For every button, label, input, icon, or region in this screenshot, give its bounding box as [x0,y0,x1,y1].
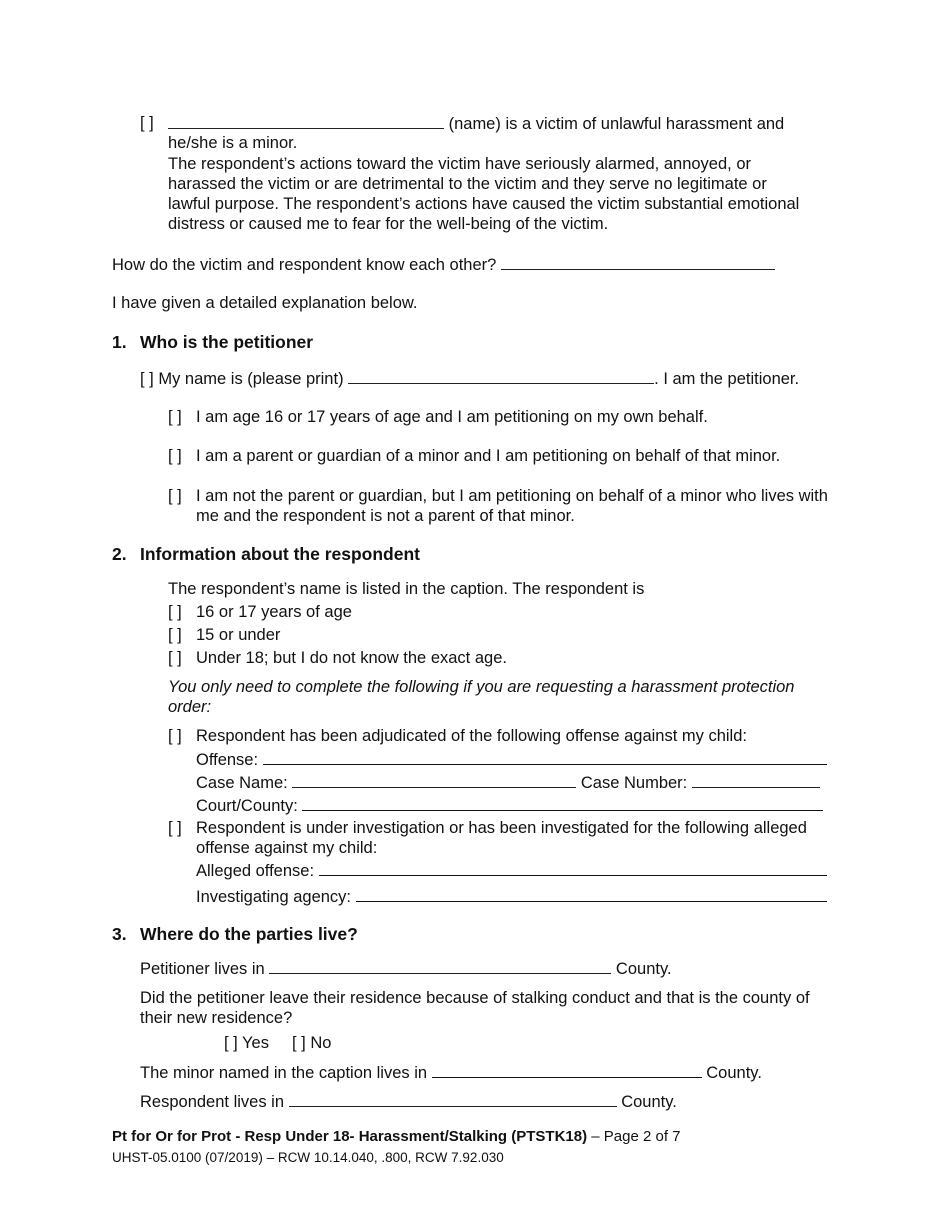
section-1-title: Who is the petitioner [140,332,314,352]
minor-victim-para-3: lawful purpose. The respondent’s actions have caused the victim substantial emotional [168,195,800,213]
section-1-heading [112,332,313,352]
adjudicated-checkbox[interactable]: [ ] [168,727,182,745]
instruction-line2: order: [168,698,212,716]
relationship-line [112,254,775,275]
option-1-checkbox[interactable]: [ ] [168,408,182,426]
footer-code: UHST-05.0100 (07/2019) – RCW 10.14.040, .800, RCW 7.92.030 [112,1150,504,1165]
victim-name-suffix: (name) is a victim of unlawful harassment and [448,115,785,133]
agency-line [196,886,827,907]
age-16-17-label: 16 or 17 years of age [196,603,352,621]
relationship-field[interactable] [501,254,775,270]
court-county-label: Court/County: [196,797,298,815]
minor-victim-checkbox[interactable]: [ ] [140,114,154,132]
section-3-heading [112,924,358,944]
minor-victim-para-1: The respondent’s actions toward the victim have seriously alarmed, annoyed, or [168,155,752,173]
respondent-intro: The respondent’s name is listed in the caption. The respondent is [168,580,645,598]
option-3-label-line1: I am not the parent or guardian, but I am petitioning on behalf of a minor who lives with [196,487,828,505]
section-2-number: 2. [112,544,127,564]
investigated-label-line1: Respondent is under investigation or has been investigated for the following alleged [196,819,807,837]
case-number-label: Case Number: [580,774,688,792]
option-2-checkbox[interactable]: [ ] [168,447,182,465]
respondent-county-field[interactable] [289,1091,617,1107]
respondent-county-label: Respondent lives in [140,1093,285,1111]
minor-victim-para-2: harassed the victim or are detrimental to the victim and they serve no legitimate or [168,175,767,193]
explanation-note: I have given a detailed explanation below. [112,294,418,312]
footer-title [112,1127,681,1147]
minor-victim-para-4: distress or caused me to fear for the well-being of the victim. [168,215,609,233]
investigated-checkbox[interactable]: [ ] [168,819,182,837]
option-3-checkbox[interactable]: [ ] [168,487,182,505]
victim-name-field[interactable] [168,113,444,129]
case-number-field[interactable] [692,772,820,788]
investigated-option[interactable] [168,818,807,838]
yes-option[interactable]: [ ] Yes [224,1034,269,1052]
section-1-number: 1. [112,332,127,352]
alleged-offense-line [196,860,827,881]
petitioner-county-label: Petitioner lives in [140,960,265,978]
case-name-label: Case Name: [196,774,288,792]
option-2-label: I am a parent or guardian of a minor and I am petitioning on behalf of that minor. [196,447,781,465]
age-15-under-label: 15 or under [196,626,281,644]
offense-line [196,749,827,770]
respondent-county-suffix: County. [621,1093,677,1111]
age-unknown-checkbox[interactable]: [ ] [168,649,182,667]
age-15-under-checkbox[interactable]: [ ] [168,626,182,644]
petitioner-option-2[interactable] [168,446,780,466]
footer-form-name: Pt for Or for Prot - Resp Under 18- Harassment/Stalking (PTSTK18) [112,1128,588,1145]
minor-county-field[interactable] [432,1062,702,1078]
minor-county-suffix: County. [706,1064,762,1082]
minor-county-line [140,1062,762,1083]
age-unknown-label: Under 18; but I do not know the exact age. [196,649,507,667]
section-3-title: Where do the parties live? [140,924,358,944]
petitioner-county-suffix: County. [615,960,672,978]
investigated-label-line2: offense against my child: [196,839,378,857]
section-2-heading [112,544,420,564]
age-16-17-checkbox[interactable]: [ ] [168,603,182,621]
adjudicated-label: Respondent has been adjudicated of the following offense against my child: [196,727,747,745]
residence-question-line2: their new residence? [140,1009,293,1027]
footer-page-number: – Page 2 of 7 [587,1128,681,1145]
minor-victim-line1 [168,113,784,134]
case-line [196,772,820,793]
minor-victim-line2: he/she is a minor. [168,134,298,152]
section-3-number: 3. [112,924,127,944]
agency-field[interactable] [356,886,827,902]
respondent-age-15-under[interactable] [168,625,280,645]
offense-field[interactable] [263,749,827,765]
offense-label: Offense: [196,751,259,769]
court-county-line [196,795,823,816]
petitioner-option-3[interactable] [168,486,828,506]
respondent-age-unknown[interactable] [168,648,507,668]
petitioner-name-checkbox[interactable]: [ ] My name is (please print) [140,370,344,388]
relationship-question: How do the victim and respondent know each other? [112,256,497,274]
case-name-field[interactable] [292,772,576,788]
option-1-label: I am age 16 or 17 years of age and I am petitioning on my own behalf. [196,408,708,426]
minor-county-label: The minor named in the caption lives in [140,1064,428,1082]
adjudicated-option[interactable] [168,726,747,746]
option-3-label-line2: me and the respondent is not a parent of that minor. [196,507,575,525]
petitioner-name-suffix: . I am the petitioner. [654,370,800,388]
alleged-offense-field[interactable] [319,860,827,876]
section-2-title: Information about the respondent [140,544,420,564]
petitioner-name-field[interactable] [348,368,654,384]
court-county-field[interactable] [302,795,823,811]
instruction-line1: You only need to complete the following if you are requesting a harassment protection [168,678,795,696]
petitioner-county-line [140,958,672,979]
alleged-offense-label: Alleged offense: [196,862,315,880]
petitioner-county-field[interactable] [269,958,611,974]
agency-label: Investigating agency: [196,888,352,906]
respondent-county-line [140,1091,677,1112]
residence-question-line1: Did the petitioner leave their residence because of stalking conduct and that is the county of [140,989,810,1007]
no-option[interactable]: [ ] No [292,1034,332,1052]
petitioner-option-1[interactable] [168,407,708,427]
petitioner-name-line [140,368,799,389]
respondent-age-16-17[interactable] [168,602,352,622]
